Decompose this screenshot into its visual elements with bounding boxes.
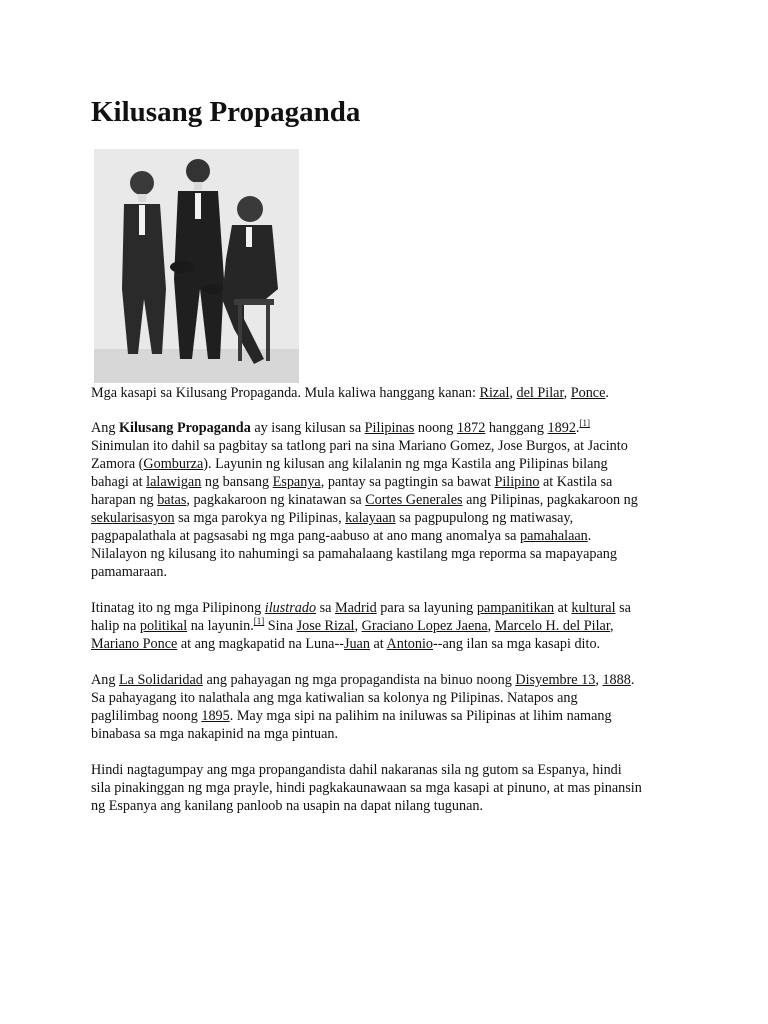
para3-line (91, 689, 691, 707)
wiki-link[interactable]: Disyembre 13 (515, 672, 596, 688)
wiki-link[interactable]: Pilipino (494, 474, 540, 490)
text: , (487, 618, 495, 634)
caption-link[interactable]: Ponce (570, 385, 606, 401)
para1-line (91, 563, 691, 581)
para2-line (91, 599, 691, 617)
photo-caption (91, 384, 691, 402)
wiki-link[interactable]: 1892 (547, 420, 576, 436)
text: na layunin. (187, 618, 254, 634)
wiki-link[interactable]: Gomburza (143, 456, 204, 472)
wiki-link[interactable]: lalawigan (146, 474, 202, 490)
text: , (595, 672, 603, 688)
wiki-link[interactable]: Cortes Generales (365, 492, 463, 508)
bold-term: Kilusang Propaganda (118, 420, 251, 436)
text: , pantay sa pagtingin sa bawat (320, 474, 495, 490)
text: --ang ilan sa mga kasapi dito. (433, 636, 601, 652)
text: , pagkakaroon ng kinatawan sa (186, 492, 366, 508)
text: ). Layunin ng kilusan ang kilalanin ng mga Kastila ang Pilipinas bilang (203, 456, 608, 472)
text: ng Espanya ang kanilang panloob na usapin na dapat nilang tugunan. (91, 798, 484, 814)
wiki-link[interactable]: Mariano Ponce (91, 636, 178, 652)
para2-line (91, 617, 691, 635)
text: at (369, 636, 387, 652)
wiki-link[interactable]: sekularisasyon (91, 510, 175, 526)
text: , (354, 618, 362, 634)
text: ang Pilipinas, pagkakaroon ng (462, 492, 638, 508)
text: sa mga parokya ng Pilipinas, (174, 510, 346, 526)
para4-line (91, 761, 691, 779)
text: Itinatag ito ng mga Pilipinong (91, 600, 265, 616)
para1-line (91, 455, 691, 473)
wiki-link[interactable]: Jose Rizal (296, 618, 355, 634)
text: sa (316, 600, 335, 616)
text: bahagi at (91, 474, 147, 490)
para3-line (91, 707, 691, 725)
text: sa (615, 600, 631, 616)
para1-line (91, 473, 691, 491)
para1-line (91, 527, 691, 545)
para1-line (91, 437, 691, 455)
text: pagpapalathala at pagsasabi ng mga pang-aabuso at ano mang anomalya sa (91, 528, 521, 544)
group-portrait-photo (94, 149, 299, 383)
footnote-ref[interactable]: [1] (579, 418, 590, 428)
wiki-link[interactable]: kultural (571, 600, 616, 616)
wiki-link[interactable]: Marcelo H. del Pilar (494, 618, 610, 634)
text: at ang magkapatid na Luna-- (177, 636, 344, 652)
wiki-link[interactable]: Pilipinas (364, 420, 415, 436)
para3-line (91, 671, 691, 689)
text: paglilimbag noong (91, 708, 202, 724)
caption-punct: . (605, 385, 609, 401)
text: sa pagpupulong ng matiwasay, (395, 510, 574, 526)
text: Hindi nagtagumpay ang mga propangandista dahil nakaranas sila ng gutom sa Espanya, hindi (91, 762, 622, 778)
text: Zamora ( (91, 456, 144, 472)
text: ng bansang (201, 474, 273, 490)
para2-line (91, 635, 691, 653)
text: binabasa sa mga nakapinid na mga pintuan. (91, 726, 339, 742)
text: . (587, 528, 592, 544)
para4-line (91, 779, 691, 797)
para1-line (91, 509, 691, 527)
para1-line (91, 545, 691, 563)
text: pamamaraan. (91, 564, 168, 580)
text: para sa layuning (376, 600, 477, 616)
wiki-link[interactable]: La Solidaridad (118, 672, 203, 688)
text: ay isang kilusan sa (250, 420, 365, 436)
wiki-link[interactable]: batas (157, 492, 187, 508)
text: at Kastila sa (539, 474, 613, 490)
wiki-link[interactable]: 1895 (201, 708, 230, 724)
page-title: Kilusang Propaganda (91, 96, 361, 128)
wiki-link[interactable]: politikal (139, 618, 188, 634)
wiki-link[interactable]: pampanitikan (476, 600, 555, 616)
para4-line (91, 797, 691, 815)
text: ang pahayagan ng mga propagandista na binuo noong (202, 672, 516, 688)
para3-line (91, 725, 691, 743)
text: , (610, 618, 614, 634)
wiki-link[interactable]: Graciano Lopez Jaena (361, 618, 488, 634)
wiki-link[interactable]: Espanya (272, 474, 321, 490)
text: . (630, 672, 635, 688)
wiki-link[interactable]: pamahalaan (520, 528, 588, 544)
wiki-link[interactable]: kalayaan (345, 510, 396, 526)
text: hanggang (485, 420, 548, 436)
caption-punct: , (509, 385, 517, 401)
text: Ang (91, 420, 119, 436)
text: sila pinakinggan ng mga prayle, hindi pagkakaunawaan sa mga kasapi at pinuno, at mas pinansin (91, 780, 642, 796)
text: harapan ng (91, 492, 158, 508)
text: . (575, 420, 580, 436)
wiki-link[interactable]: Madrid (334, 600, 377, 616)
text: Ang (91, 672, 119, 688)
para1-line (91, 419, 691, 437)
wiki-link[interactable]: 1888 (602, 672, 631, 688)
para1-line (91, 491, 691, 509)
text: Sa pahayagang ito nalathala ang mga katiwalian sa kolonya ng Pilipinas. Natapos ang (91, 690, 578, 706)
wiki-link[interactable]: ilustrado (264, 600, 317, 616)
wiki-link[interactable]: Antonio (386, 636, 434, 652)
text: halip na (91, 618, 140, 634)
caption-link[interactable]: Rizal (479, 385, 510, 401)
text: Sinimulan ito dahil sa pagbitay sa tatlong pari na sina Mariano Gomez, Jose Burgos, at Jacinto (91, 438, 628, 454)
caption-text: Mga kasapi sa Kilusang Propaganda. Mula kaliwa hanggang kanan: (91, 385, 480, 401)
footnote-ref[interactable]: [1] (253, 616, 265, 626)
text: at (554, 600, 572, 616)
wiki-link[interactable]: 1872 (456, 420, 486, 436)
text: Nilalayon ng kilusang ito nahumingi sa pamahalaang kastilang mga reporma sa mapayapang (91, 546, 617, 562)
wiki-link[interactable]: Juan (343, 636, 370, 652)
text: noong (414, 420, 457, 436)
caption-link[interactable]: del Pilar (516, 385, 564, 401)
caption-punct: , (563, 385, 571, 401)
text: Sina (264, 618, 297, 634)
text: . May mga sipi na palihim na iniluwas sa Pilipinas at lihim namang (229, 708, 612, 724)
